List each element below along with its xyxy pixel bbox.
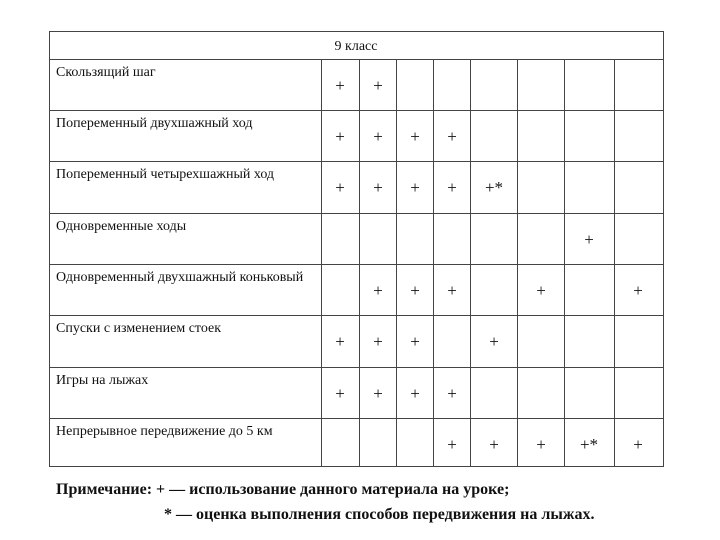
usage-mark: +: [410, 383, 420, 403]
usage-mark: +: [373, 383, 383, 403]
row-label: Попеременный двухшажный ход: [56, 116, 253, 131]
row-label: Игры на лыжах: [56, 373, 149, 388]
row-label: Попеременный четырехшажный ход: [56, 167, 275, 182]
usage-mark: +: [335, 331, 345, 351]
usage-mark: +: [335, 177, 345, 197]
usage-mark: +: [373, 331, 383, 351]
usage-mark: +: [447, 177, 457, 197]
usage-mark: +: [489, 434, 499, 454]
usage-mark: +: [633, 280, 643, 300]
usage-mark: +: [447, 280, 457, 300]
usage-mark: +: [373, 280, 383, 300]
usage-mark: +: [447, 434, 457, 454]
usage-mark: +: [447, 126, 457, 146]
row-label: Скользящий шаг: [56, 65, 156, 80]
row-label: Непрерывное передвижение до 5 км: [56, 424, 273, 439]
row-label: Спуски с изменением стоек: [56, 321, 222, 336]
usage-mark: +: [489, 331, 499, 351]
usage-mark: +: [633, 434, 643, 454]
usage-mark: +*: [579, 434, 599, 454]
usage-mark: +: [373, 75, 383, 95]
usage-mark: +: [410, 126, 420, 146]
row-label: Одновременный двухшажный коньковый: [56, 270, 304, 285]
usage-mark: +: [410, 280, 420, 300]
row-label: Одновременные ходы: [56, 219, 187, 234]
usage-mark: +: [536, 280, 546, 300]
usage-mark: +: [447, 383, 457, 403]
usage-mark: +: [335, 126, 345, 146]
table-title: 9 класс: [334, 39, 378, 54]
usage-mark: +*: [484, 177, 504, 197]
usage-mark: +: [373, 177, 383, 197]
note-line-2: * — оценка выполнения способов передвижения на лыжах.: [164, 506, 595, 523]
usage-mark: +: [584, 229, 594, 249]
usage-mark: +: [410, 177, 420, 197]
usage-mark: +: [373, 126, 383, 146]
note-line-1: Примечание: + — использование данного материала на уроке;: [56, 481, 510, 498]
usage-mark: +: [335, 383, 345, 403]
usage-mark: +: [410, 331, 420, 351]
usage-mark: +: [536, 434, 546, 454]
usage-mark: +: [335, 75, 345, 95]
